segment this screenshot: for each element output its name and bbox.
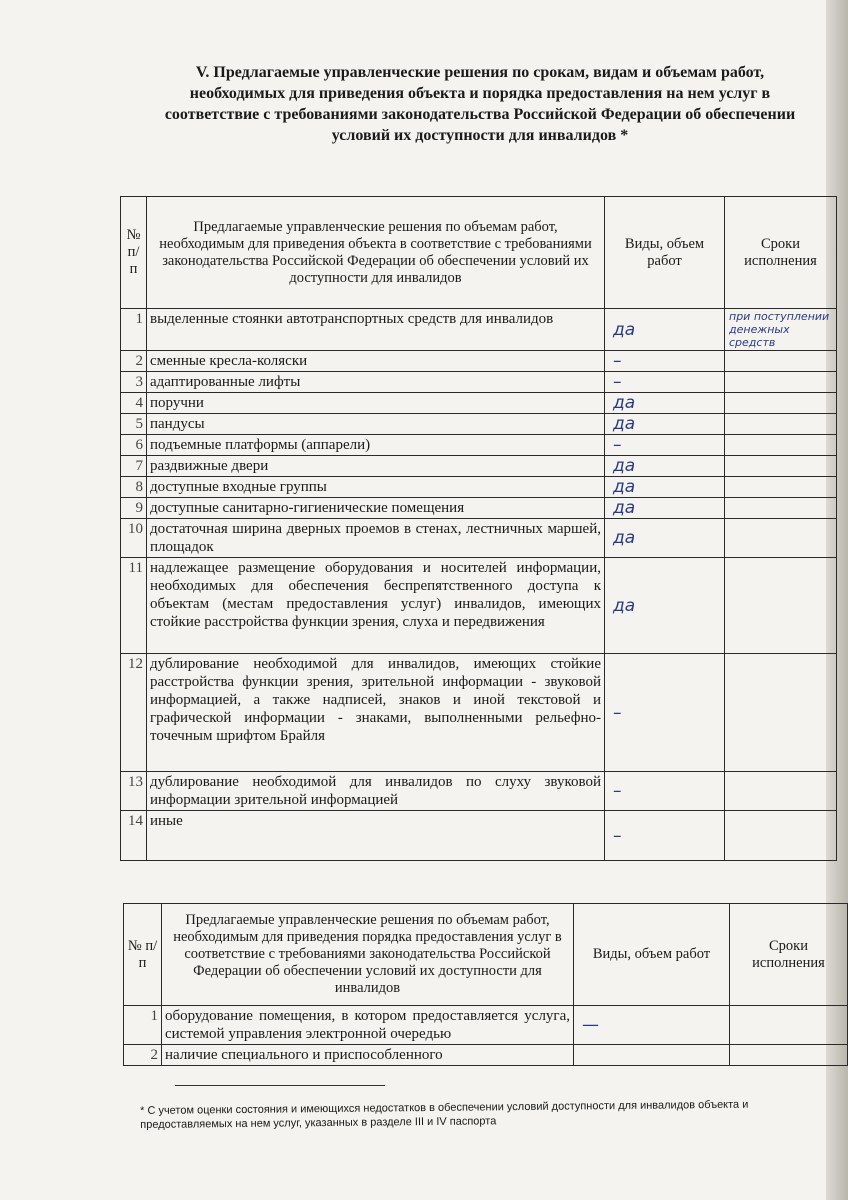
row-description: достаточная ширина дверных проемов в стенах, лестничных маршей, площадок — [147, 519, 605, 558]
row-deadline: при поступлении денежных средств — [725, 309, 837, 351]
row-description: дублирование необходимой для инвалидов, имеющих стойкие расстройства функции зрения, зрительной информации - звуковой информацией, а также надписей, знаков и иной текстовой и графической информации - знаками, выполненными рельефно-точечным шрифтом Брайля — [147, 654, 605, 772]
row-description: пандусы — [147, 414, 605, 435]
row-work-types: да — [605, 519, 725, 558]
row-deadline — [725, 811, 837, 861]
table-row — [124, 1006, 848, 1045]
table-row — [121, 811, 837, 861]
row-deadline — [725, 372, 837, 393]
table-row — [121, 351, 837, 372]
table-row — [121, 519, 837, 558]
table-row — [121, 309, 837, 351]
col-header-terms: Сроки исполнения — [725, 197, 837, 309]
row-description: доступные входные группы — [147, 477, 605, 498]
col-header-desc: Предлагаемые управленческие решения по объемам работ, необходимым для приведения объекта в соответствие с требованиями законодательства Российской Федерации об обеспечении условий их доступности для инвалидов — [147, 197, 605, 309]
row-number: 11 — [121, 558, 147, 654]
row-number: 12 — [121, 654, 147, 772]
footnote-divider — [175, 1085, 385, 1086]
table-row — [121, 414, 837, 435]
row-deadline — [725, 498, 837, 519]
table-body — [124, 1006, 848, 1066]
table-row — [121, 654, 837, 772]
col-header-types: Виды, объем работ — [605, 197, 725, 309]
table-row — [121, 456, 837, 477]
row-deadline — [725, 414, 837, 435]
row-work-types: – — [605, 654, 725, 772]
row-description: подъемные платформы (аппарели) — [147, 435, 605, 456]
row-number: 6 — [121, 435, 147, 456]
table-row — [121, 435, 837, 456]
row-number: 14 — [121, 811, 147, 861]
row-deadline — [725, 519, 837, 558]
col-header-num: № п/п — [124, 904, 162, 1006]
row-number: 8 — [121, 477, 147, 498]
row-description: адаптированные лифты — [147, 372, 605, 393]
row-work-types: да — [605, 456, 725, 477]
services-measures-table — [123, 903, 848, 1066]
row-deadline — [725, 654, 837, 772]
row-number: 1 — [121, 309, 147, 351]
row-description: надлежащее размещение оборудования и носителей информации, необходимых для обеспечения беспрепятственного доступа к объектам (местам предоставления услуг) инвалидов, имеющих стойкие расстройства функции зрения, слуха и передвижения — [147, 558, 605, 654]
table-row — [121, 393, 837, 414]
table-row — [121, 372, 837, 393]
row-description: раздвижные двери — [147, 456, 605, 477]
table-row — [121, 558, 837, 654]
row-work-types: да — [605, 498, 725, 519]
row-description: иные — [147, 811, 605, 861]
row-deadline — [725, 456, 837, 477]
row-description: поручни — [147, 393, 605, 414]
footnote: * С учетом оценки состояния и имеющихся недостатков в обеспечении условий доступности для инвалидов объекта и предоставляемых на нем услуг, указанных в разделе III и IV паспорта — [140, 1098, 749, 1131]
row-deadline — [725, 351, 837, 372]
table-row — [124, 1045, 848, 1066]
col-header-terms: Сроки исполнения — [730, 904, 848, 1006]
row-work-types: – — [605, 372, 725, 393]
row-number: 1 — [124, 1006, 162, 1045]
row-deadline — [725, 393, 837, 414]
row-deadline — [730, 1045, 848, 1066]
row-deadline — [725, 477, 837, 498]
row-work-types: да — [605, 309, 725, 351]
row-work-types: да — [605, 414, 725, 435]
row-work-types: – — [605, 811, 725, 861]
table-body — [121, 309, 837, 861]
row-description: сменные кресла-коляски — [147, 351, 605, 372]
row-deadline — [725, 558, 837, 654]
col-header-types: Виды, объем работ — [574, 904, 730, 1006]
row-work-types: да — [605, 477, 725, 498]
table-row — [121, 498, 837, 519]
col-header-desc: Предлагаемые управленческие решения по объемам работ, необходимым для приведения порядка предоставления услуг в соответствие с требованиями законодательства Российской Федерации об обеспечении условий их доступности для инвалидов — [162, 904, 574, 1006]
row-deadline — [725, 435, 837, 456]
table-row — [121, 772, 837, 811]
row-work-types — [574, 1045, 730, 1066]
row-description: дублирование необходимой для инвалидов по слуху звуковой информации зрительной информацией — [147, 772, 605, 811]
row-description: доступные санитарно-гигиенические помещения — [147, 498, 605, 519]
row-number: 9 — [121, 498, 147, 519]
row-deadline — [730, 1006, 848, 1045]
row-description: наличие специального и приспособленного — [162, 1045, 574, 1066]
row-deadline — [725, 772, 837, 811]
table-row — [121, 477, 837, 498]
row-work-types: да — [605, 558, 725, 654]
row-number: 3 — [121, 372, 147, 393]
row-work-types: – — [605, 435, 725, 456]
table-header-row — [121, 197, 837, 309]
row-number: 10 — [121, 519, 147, 558]
row-number: 5 — [121, 414, 147, 435]
row-description: оборудование помещения, в котором предоставляется услуга, системой управления электронной очередью — [162, 1006, 574, 1045]
row-number: 7 — [121, 456, 147, 477]
row-number: 2 — [121, 351, 147, 372]
table-header-row — [124, 904, 848, 1006]
col-header-num: № п/п — [121, 197, 147, 309]
row-work-types: – — [605, 351, 725, 372]
row-number: 2 — [124, 1045, 162, 1066]
row-work-types: — — [574, 1006, 730, 1045]
objects-measures-table — [120, 196, 837, 861]
row-number: 13 — [121, 772, 147, 811]
row-description: выделенные стоянки автотранспортных средств для инвалидов — [147, 309, 605, 351]
row-work-types: – — [605, 772, 725, 811]
row-number: 4 — [121, 393, 147, 414]
row-work-types: да — [605, 393, 725, 414]
section-heading: V. Предлагаемые управленческие решения по срокам, видам и объемам работ, необходимых для приведения объекта и порядка предоставления на нем услуг в соответствие с требованиями законодательства Российской Федерации об обеспечении условий их доступности для инвалидов * — [164, 64, 796, 144]
